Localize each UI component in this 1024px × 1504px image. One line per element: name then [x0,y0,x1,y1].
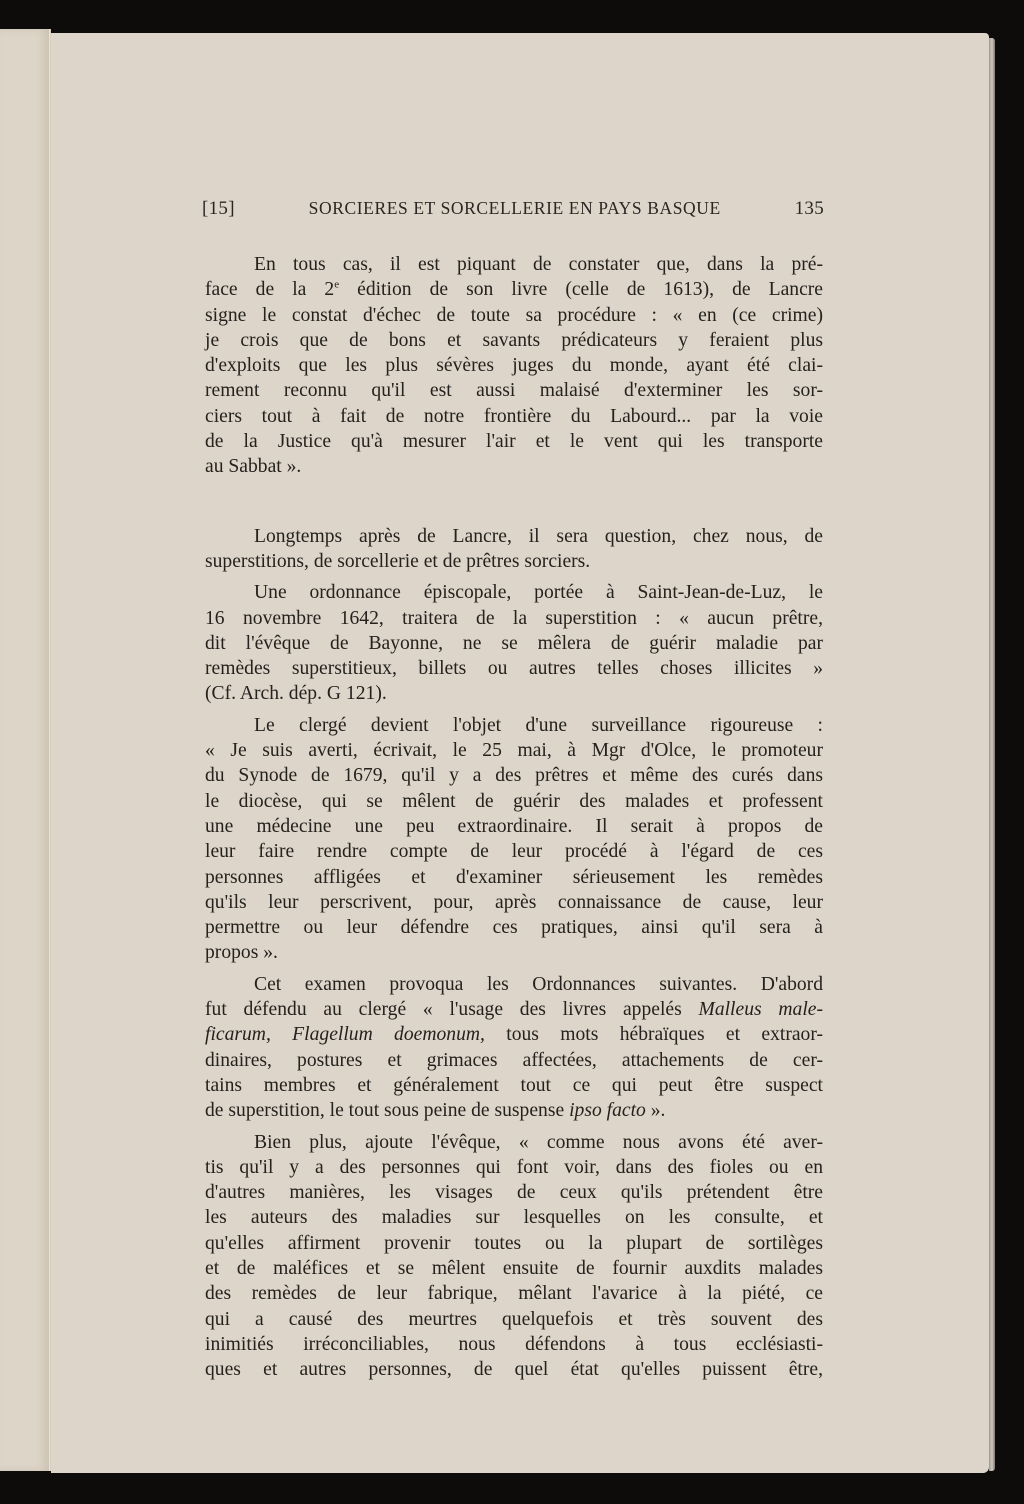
text-line: au Sabbat ». [205,456,302,478]
text-line: ciers tout à fait de notre frontière du Labourd... par la voie [205,405,823,427]
text-fragment: fut défendu au clergé « l'usage des livres appelés [205,999,699,1021]
text-line: ques et autres personnes, de quel état qu'elles puissent être, [205,1359,823,1381]
paragraph-6 [205,1130,823,1383]
text-line: des remèdes de leur fabrique, mêlant l'avarice à la piété, ce [205,1283,823,1305]
text-fragment: tous mots hébraïques et extraor- [484,1024,823,1046]
text-line: permettre ou leur défendre ces pratiques, ainsi qu'il sera à [205,917,823,939]
italic-title: Malleus male- [698,999,823,1021]
text-line: remèdes superstitieux, billets ou autres telles choses illicites » [205,658,823,680]
text-line: rement reconnu qu'il est aussi malaisé d'exterminer les sor- [205,380,823,402]
text-fragment: ». [645,1100,666,1122]
text-line: 16 novembre 1642, traitera de la superstition : « aucun prêtre, [205,607,823,629]
text-line: d'exploits que les plus sévères juges du monde, ayant été clai- [205,355,823,377]
text-line: Une ordonnance épiscopale, portée à Saint-Jean-de-Luz, le [254,582,823,604]
text-line: qui a causé des meurtres quelquefois et très souvent des [205,1308,823,1330]
text-line: Bien plus, ajoute l'évêque, « comme nous avons été aver- [254,1131,823,1153]
paragraph-4 [205,713,823,966]
page-number: 135 [794,198,824,219]
text-line: et de maléfices et se mêlent ensuite de fournir auxdits malades [205,1257,823,1279]
text-line: personnes affligées et d'examiner sérieusement les remèdes [205,866,823,888]
paragraph-1 [205,252,823,480]
text-line: les auteurs des maladies sur lesquelles on les consulte, et [205,1207,823,1229]
text-column [205,252,823,1382]
text-line: signe le constat d'échec de toute sa procédure : « en (ce crime) [205,304,823,326]
text-line: leur faire rendre compte de leur procédé à l'égard de ces [205,841,823,863]
text-fragment: édition de son livre (celle de 1613), de Lancre [339,279,823,301]
text-line: le diocèse, qui se mêlent de guérir des malades et professent [205,790,823,812]
text-line: En tous cas, il est piquant de constater que, dans la pré- [254,254,823,275]
text-line [205,1022,823,1047]
text-line: (Cf. Arch. dép. G 121). [205,683,387,705]
text-line: superstitions, de sorcellerie et de prêtres sorciers. [205,550,591,572]
text-line: une médecine une peu extraordinaire. Il serait à propos de [205,815,823,837]
text-line: tains membres et généralement tout ce qui peut être suspect [205,1074,823,1096]
text-line: Le clergé devient l'objet d'une surveillance rigoureuse : [254,714,823,736]
running-header [202,198,824,220]
text-line: dit l'évêque de Bayonne, ne se mêlera de guérir maladie par [205,632,823,654]
italic-phrase: ipso facto [569,1100,646,1122]
paragraph-2 [205,524,823,575]
text-fragment: face de la 2 [205,279,335,301]
text-line: « Je suis averti, écrivait, le 25 mai, à Mgr d'Olce, le promoteur [205,740,823,762]
text-line [205,1098,823,1123]
text-line: propos ». [205,942,278,964]
italic-title: ficarum, Flagellum doemonum, [205,1024,485,1046]
text-line: Cet examen provoqua les Ordonnances suivantes. D'abord [254,973,823,995]
text-line: inimitiés irréconciliables, nous défendons à tous ecclésiasti- [205,1333,823,1355]
section-number: [15] [202,198,235,219]
text-line [205,997,823,1022]
text-line: du Synode de 1679, qu'il y a des prêtres et même des curés dans [205,765,823,787]
text-line: d'autres manières, les visages de ceux qu'ils prétendent être [205,1182,823,1204]
text-line: de la Justice qu'à mesurer l'air et le vent qui les transporte [205,431,823,453]
paragraph-5 [205,972,823,1124]
paragraph-3 [205,580,823,706]
text-line: qu'ils leur perscrivent, pour, après connaissance de cause, leur [205,891,823,913]
text-line: dinaires, postures et grimaces affectées, attachements de cer- [205,1049,823,1071]
text-line: tis qu'il y a des personnes qui font voir, dans des fioles ou en [205,1156,823,1178]
text-line [205,277,823,302]
facing-page-edge [0,29,49,1471]
text-line: Longtemps après de Lancre, il sera question, chez nous, de [254,525,823,547]
superscript: e [334,278,340,291]
text-fragment: de superstition, le tout sous peine de suspense [205,1100,570,1122]
text-line: qu'elles affirment provenir toutes ou la plupart de sortilèges [205,1232,823,1254]
page-stack-edge [989,38,995,1471]
text-line: je crois que de bons et savants prédicateurs y feraient plus [205,329,823,351]
running-title: SORCIERES ET SORCELLERIE EN PAYS BASQUE [308,198,721,218]
